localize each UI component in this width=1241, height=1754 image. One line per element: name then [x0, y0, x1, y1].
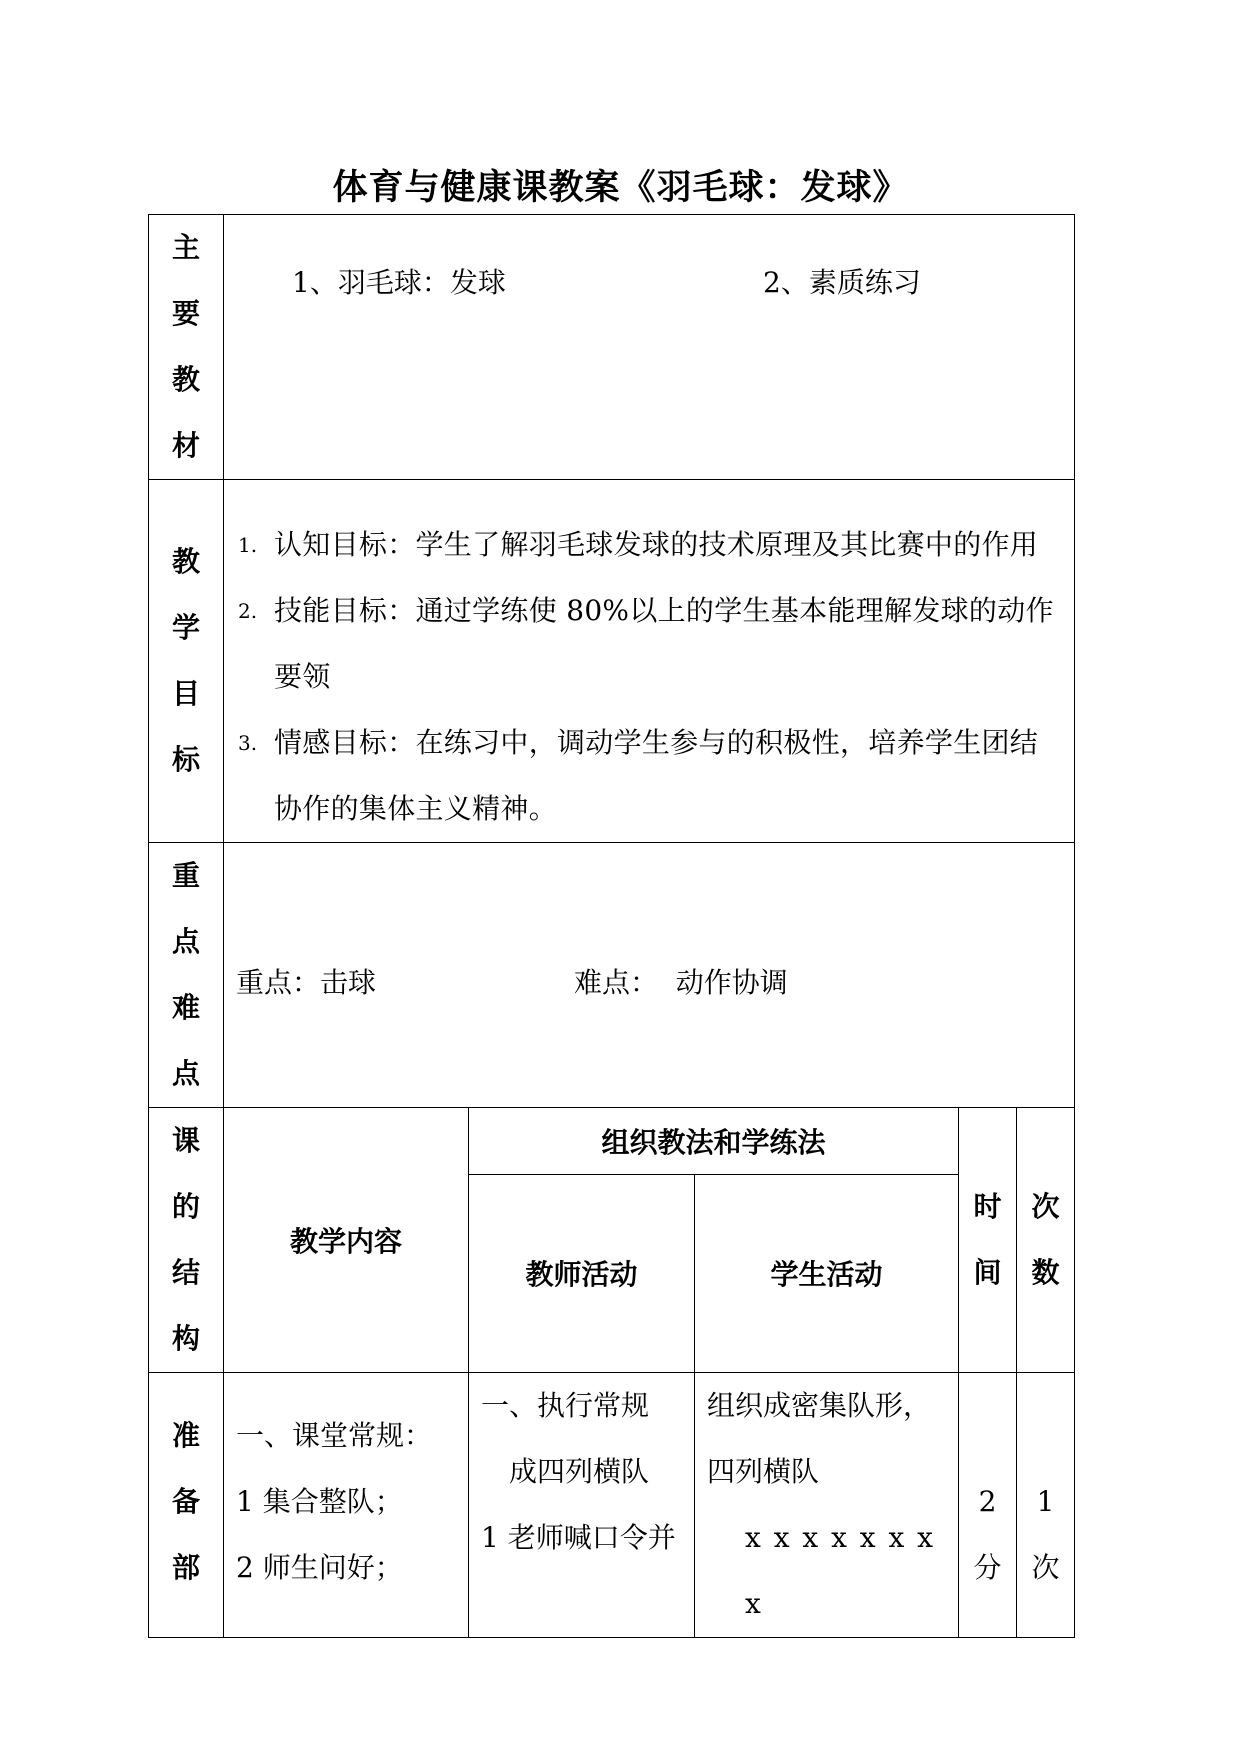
lesson-plan-table: [148, 214, 1075, 1638]
formation-row: x x x x x x x x: [745, 1521, 935, 1620]
objective-item: 2. 技能目标：通过学练使 80%以上的学生基本能理解发球的动作 要领: [238, 594, 1054, 693]
difficulty-point: 难点： 动作协调: [574, 966, 788, 999]
materials-label: 主 要 教 材: [149, 215, 224, 480]
prep-label: 准 备 部: [149, 1373, 224, 1638]
structure-label: 课 的 结 构: [149, 1108, 224, 1373]
prep-time: 2 分: [959, 1373, 1017, 1638]
prep-student: 组织成密集队形， 四列横队 x x x x x x x x: [695, 1373, 959, 1638]
content-header: 教学内容: [224, 1108, 469, 1373]
prep-count: 1 次: [1017, 1373, 1075, 1638]
page-title: 体育与健康课教案《羽毛球：发球》: [332, 168, 909, 208]
teacher-header: 教师活动: [469, 1174, 695, 1372]
objectives-content: [224, 480, 1075, 843]
objectives-row: [149, 480, 1075, 843]
objective-item: 3. 情感目标：在练习中，调动学生参与的积极性，培养学生团结 协作的集体主义精神。: [238, 726, 1039, 825]
key-point: 重点：击球: [236, 966, 377, 999]
key-points-content: [224, 843, 1075, 1108]
structure-header-row: [149, 1108, 1075, 1175]
prep-teacher: 一、执行常规 成四列横队 1 老师喊口令并: [469, 1373, 695, 1638]
key-points-label: 重 点 难 点: [149, 843, 224, 1108]
student-header: 学生活动: [695, 1174, 959, 1372]
objectives-label: 教 学 目 标: [149, 480, 224, 843]
material-item-2: 2、素质练习: [763, 266, 921, 299]
prep-content: 一、课堂常规： 1 集合整队； 2 师生问好；: [224, 1373, 469, 1638]
prep-row: [149, 1373, 1075, 1638]
materials-content: [224, 215, 1075, 480]
materials-row: [149, 215, 1075, 480]
count-header: 次 数: [1017, 1108, 1075, 1373]
org-header: 组织教法和学练法: [469, 1108, 959, 1175]
key-points-row: [149, 843, 1075, 1108]
time-header: 时 间: [959, 1108, 1017, 1373]
material-item-1: 1、羽毛球：发球: [292, 266, 506, 299]
objective-item: 1. 认知目标：学生了解羽毛球发球的技术原理及其比赛中的作用: [238, 528, 1039, 561]
